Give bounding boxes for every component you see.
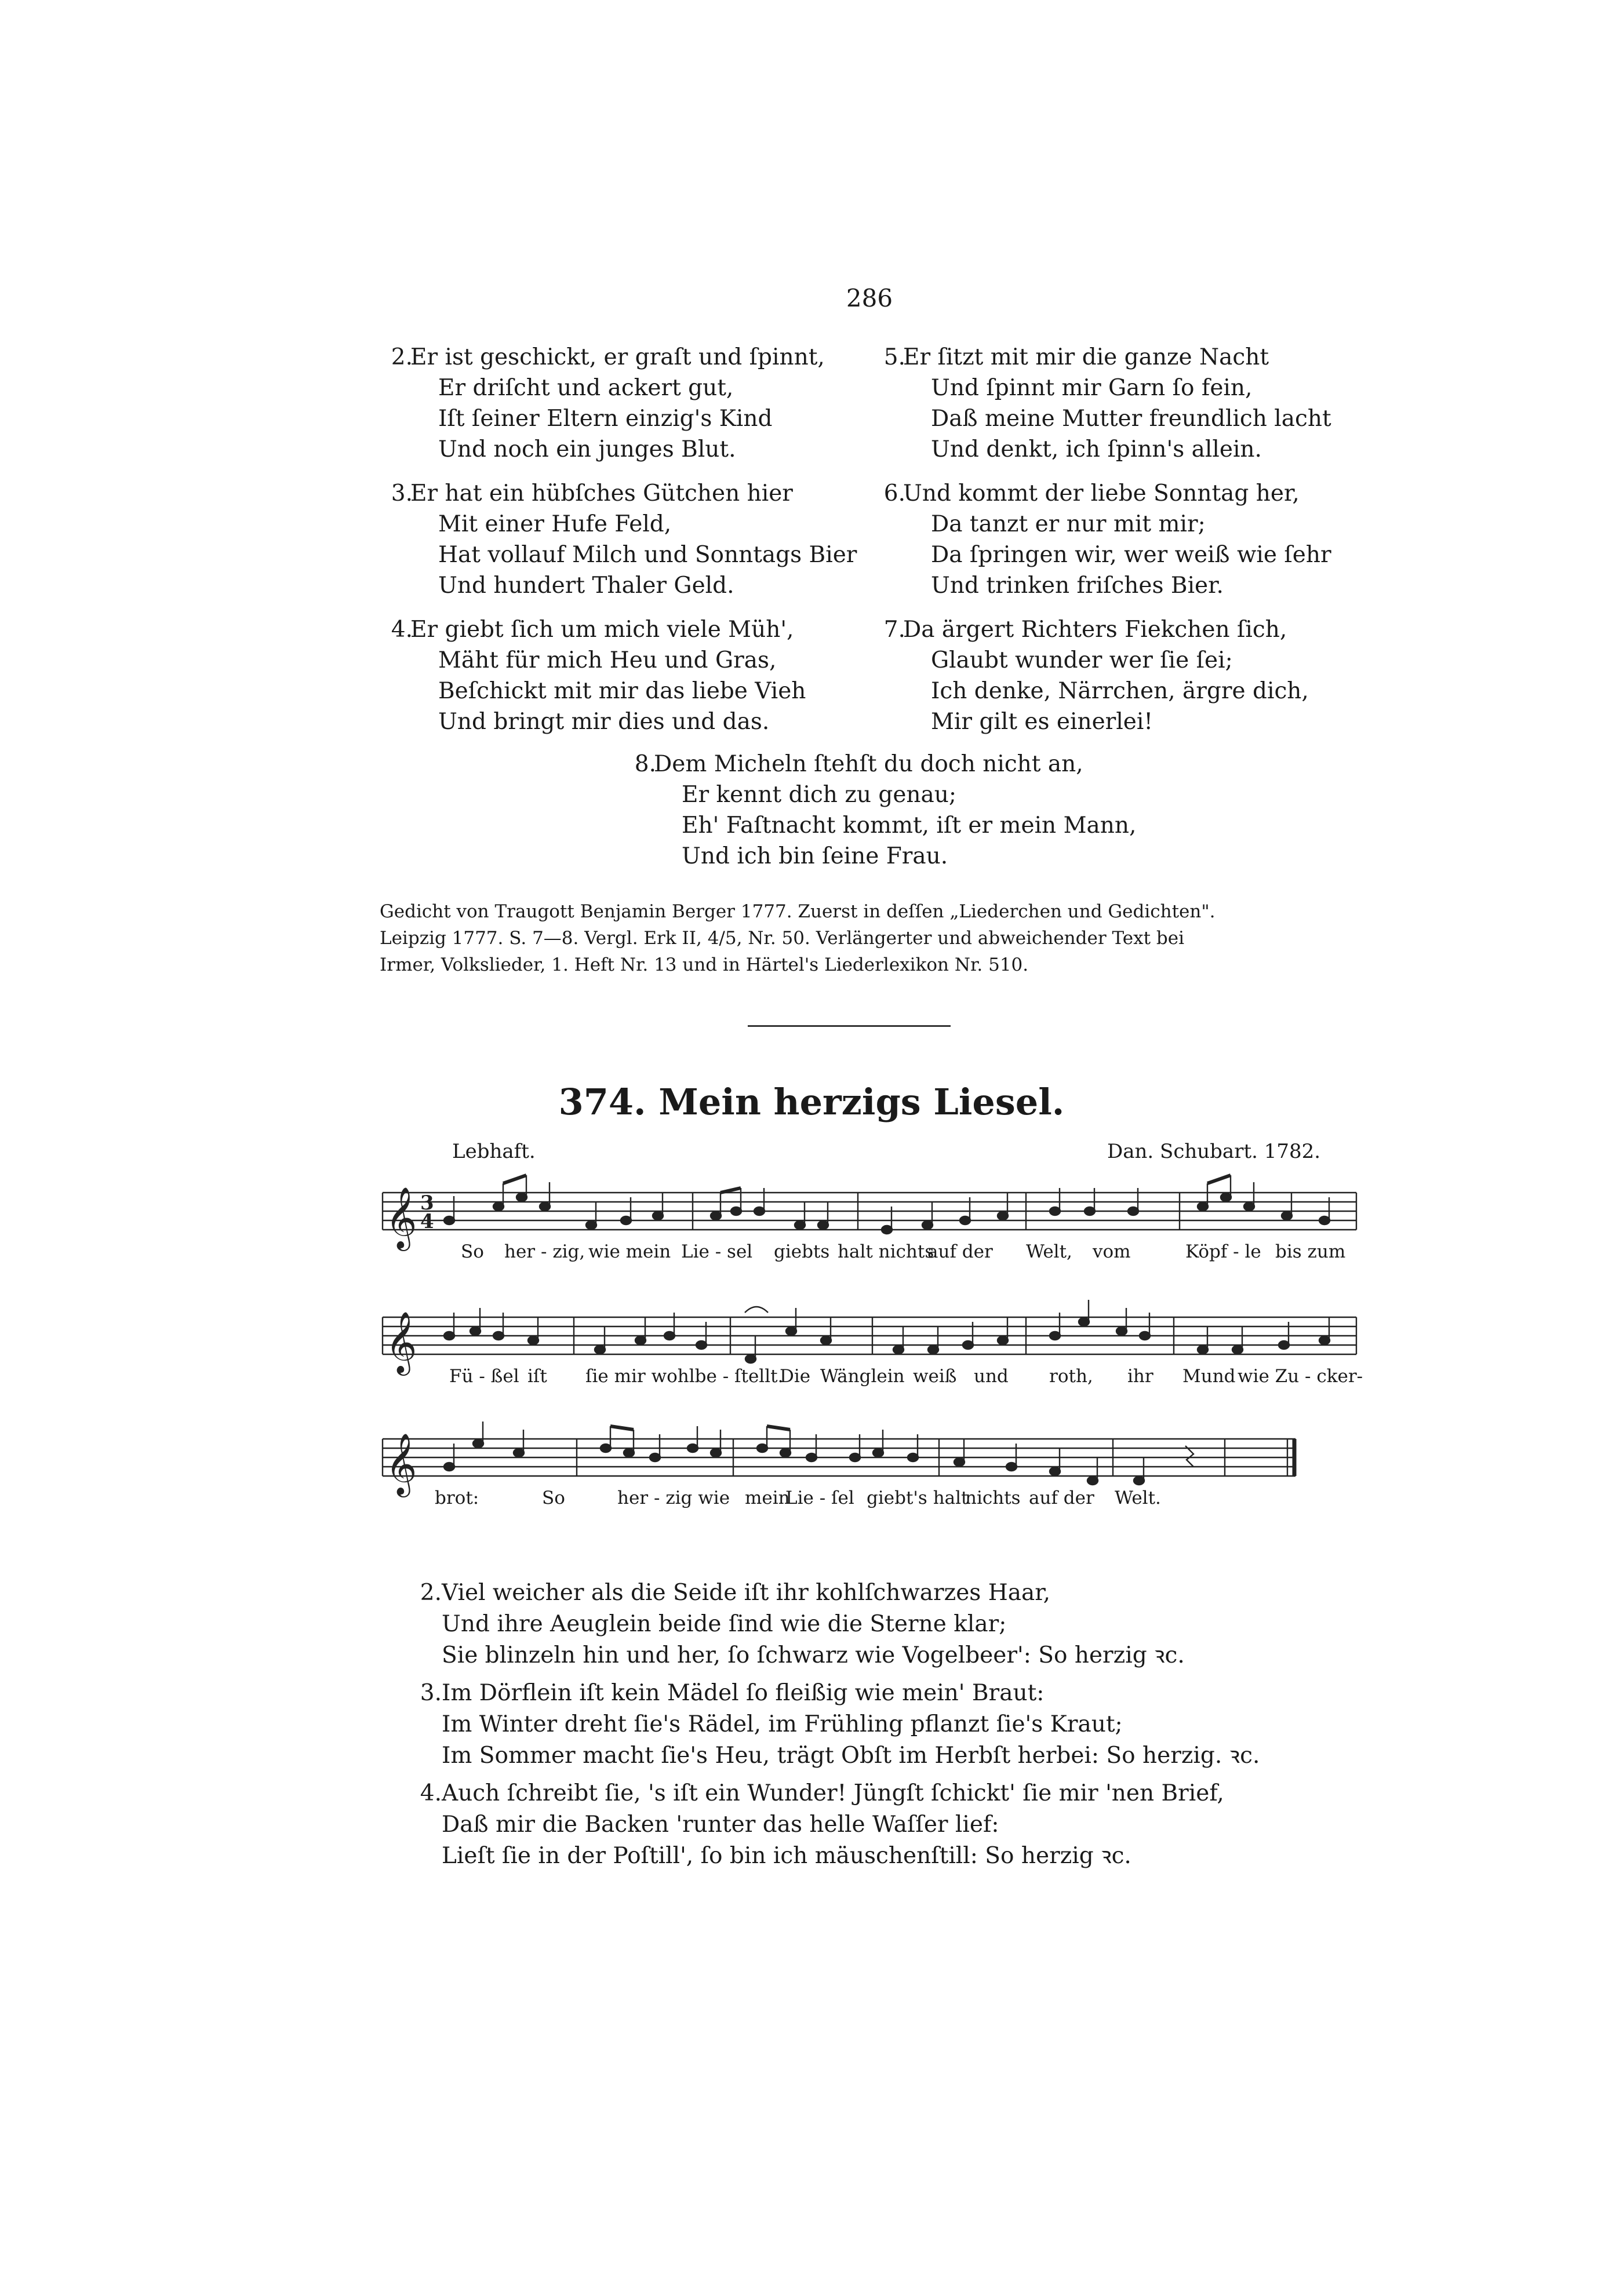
verse-line: Mit einer Hufe Feld,: [438, 511, 672, 537]
verse-line: Und denkt, ich ſpinn's allein.: [931, 436, 1262, 462]
lyric-syllable: mein: [745, 1488, 790, 1508]
music-system-1: [380, 1171, 1359, 1310]
verse-line: Hat vollauf Milch und Sonntags Bier: [438, 542, 857, 568]
verse-line: Und ich bin ſeine Frau.: [682, 843, 948, 869]
verse-line: Mäht für mich Heu und Gras,: [438, 647, 777, 673]
music-system-2: [380, 1295, 1363, 1434]
stanza-line: Sie blinzeln hin und her, ſo ſchwarz wie Vogelbeer': So herzig ꝛc.: [442, 1642, 1185, 1668]
verse-line: Daß meine Mutter freundlich lacht: [931, 406, 1331, 432]
stanza-line: Auch ſchreibt ſie, 's iſt ein Wunder! Jüngſt ſchickt' ſie mir 'nen Brief,: [442, 1780, 1224, 1806]
song-title: 374. Mein herzigs Liesel.: [558, 1081, 1065, 1123]
source-note-line: Irmer, Volkslieder, 1. Heft Nr. 13 und in Härtel's Liederlexikon Nr. 510.: [380, 954, 1029, 975]
verse-line: Er kennt dich zu genau;: [682, 782, 957, 808]
lyric-syllable: weiß: [913, 1366, 957, 1387]
verse-line: Mir gilt es einerlei!: [931, 709, 1153, 735]
lyric-syllable: ihr: [1127, 1366, 1153, 1387]
verse-3: [377, 478, 857, 606]
verse-8: [620, 749, 1137, 876]
lyric-syllable: brot:: [435, 1488, 479, 1508]
verse-number: 4.: [391, 617, 413, 643]
verse-line: Ich denke, Närrchen, ärgre dich,: [931, 678, 1309, 704]
lyric-syllable: Lie - ſel: [785, 1488, 854, 1508]
stanza-2: [406, 1577, 1356, 1676]
source-note: [380, 898, 1359, 978]
stanza-line: Daß mir die Backen 'runter das helle Waſſer lief:: [442, 1812, 999, 1838]
time-signature-top: 3: [420, 1191, 434, 1215]
verse-line: Er ſitzt mit mir die ganze Nacht: [903, 344, 1269, 370]
verse-line: Da ärgert Richters Fiekchen ſich,: [903, 617, 1287, 643]
verse-line: Da ſpringen wir, wer weiß wie ſehr: [931, 542, 1331, 568]
rest-icon: [1185, 1446, 1193, 1467]
stanza-3: [406, 1678, 1356, 1776]
stanza-number: 2.: [420, 1580, 442, 1606]
lyric-syllable: auf der: [1029, 1488, 1094, 1508]
verse-line: Da tanzt er nur mit mir;: [931, 511, 1206, 537]
fermata-icon: [745, 1307, 768, 1313]
source-note-line: Leipzig 1777. S. 7—8. Vergl. Erk II, 4/5, Nr. 50. Verlängerter und abweichender Text bei: [380, 928, 1185, 949]
verse-line: Beſchickt mit mir das liebe Vieh: [438, 678, 806, 704]
verse-line: Er ist geschickt, er graſt und ſpinnt,: [410, 344, 825, 370]
composer-credit: Dan. Schubart. 1782.: [1107, 1140, 1321, 1163]
verse-7: [869, 614, 1362, 742]
verse-line: Eh' Faſtnacht kommt, iſt er mein Mann,: [682, 812, 1137, 839]
lyric-syllable: giebt's halt: [867, 1488, 969, 1508]
stanza-4: [406, 1778, 1356, 1876]
verse-line: Er giebt ſich um mich viele Müh',: [410, 617, 794, 643]
music-system-3: [380, 1417, 1359, 1556]
verse-number: 7.: [883, 617, 905, 643]
stanza-line: Lieſt ſie in der Poſtill', ſo bin ich mäuschenſtill: So herzig ꝛc.: [442, 1843, 1131, 1869]
lyric-syllable: her - zig,: [504, 1241, 585, 1262]
stanza-line: Im Sommer macht ſie's Heu, trägt Obſt im Herbſt herbei: So herzig. ꝛc.: [442, 1743, 1260, 1769]
verse-number: 3.: [391, 480, 413, 506]
lyric-syllable: und: [974, 1366, 1009, 1387]
verse-line: Und bringt mir dies und das.: [438, 709, 770, 735]
lyric-syllable: ſie mir wohlbe - ſtellt.: [585, 1366, 784, 1387]
verse-number: 2.: [391, 344, 413, 370]
lyric-syllable: nichts: [965, 1488, 1021, 1508]
lyric-syllable: So: [461, 1241, 484, 1262]
verse-number: 8.: [634, 751, 656, 777]
tempo-marking: Lebhaft.: [452, 1140, 536, 1163]
lyric-syllable: halt nichts: [838, 1241, 934, 1262]
verse-line: Glaubt wunder wer ſie ſei;: [931, 647, 1233, 673]
verse-line: Er driſcht und ackert gut,: [438, 375, 734, 401]
lyric-syllable: giebts: [774, 1241, 830, 1262]
lyric-syllable: roth,: [1049, 1366, 1093, 1387]
lyric-syllable: Wänglein: [820, 1366, 905, 1387]
treble-clef-icon: 𝄞: [385, 1311, 417, 1373]
verse-number: 6.: [883, 480, 905, 506]
section-divider: [748, 1025, 951, 1027]
stanza-number: 3.: [420, 1680, 442, 1706]
verse-6: [869, 478, 1362, 606]
lyric-syllable: Köpf - le: [1185, 1241, 1261, 1262]
lyric-syllable: vom: [1093, 1241, 1131, 1262]
verse-line: Iſt ſeiner Eltern einzig's Kind: [438, 406, 773, 432]
verse-4: [377, 614, 852, 742]
verse-line: Dem Micheln ſtehſt du doch nicht an,: [654, 751, 1083, 777]
lyric-syllable: Welt,: [1026, 1241, 1072, 1262]
verse-line: Und ſpinnt mir Garn ſo fein,: [931, 375, 1253, 401]
verse-line: Und noch ein junges Blut.: [438, 436, 736, 462]
lyric-syllable: Welt.: [1115, 1488, 1161, 1508]
lyric-syllable: Die: [780, 1366, 811, 1387]
treble-clef-icon: 𝄞: [385, 1433, 417, 1495]
lyric-syllable: Fü - ßel: [449, 1366, 519, 1387]
stanza-line: Und ihre Aeuglein beide ſind wie die Sterne klar;: [442, 1611, 1007, 1637]
lyric-syllable: bis zum: [1275, 1241, 1346, 1262]
verse-line: Und trinken friſches Bier.: [931, 573, 1224, 599]
lyric-syllable: her - zig wie: [617, 1488, 730, 1508]
lyric-syllable: wie mein: [588, 1241, 671, 1262]
lyric-syllable: iſt: [527, 1366, 547, 1387]
verse-5: [869, 342, 1362, 469]
stanza-line: Im Dörflein iſt kein Mädel ſo fleißig wie mein' Braut:: [442, 1680, 1045, 1706]
lyric-syllable: wie Zu - cker-: [1238, 1366, 1363, 1387]
source-note-line: Gedicht von Traugott Benjamin Berger 1777. Zuerst in deſſen „Liederchen und Gedichten".: [380, 901, 1216, 922]
page-number: 286: [846, 284, 893, 312]
verse-2: [377, 342, 852, 469]
lyric-syllable: Mund: [1182, 1366, 1236, 1387]
stanza-line: Viel weicher als die Seide iſt ihr kohlſchwarzes Haar,: [442, 1580, 1050, 1606]
verse-line: Und kommt der liebe Sonntag her,: [903, 480, 1300, 506]
stanza-number: 4.: [420, 1780, 442, 1806]
lyric-syllable: Lie - sel: [681, 1241, 753, 1262]
verse-line: Er hat ein hübſches Gütchen hier: [410, 480, 793, 506]
lyric-syllable: So: [542, 1488, 565, 1508]
stanza-line: Im Winter dreht ſie's Rädel, im Frühling pflanzt ſie's Kraut;: [442, 1711, 1123, 1737]
verse-line: Und hundert Thaler Geld.: [438, 573, 734, 599]
verse-number: 5.: [883, 344, 905, 370]
treble-clef-icon: 𝄞: [385, 1186, 417, 1248]
time-signature-bottom: 4: [420, 1210, 434, 1233]
lyric-syllable: auf der: [927, 1241, 993, 1262]
